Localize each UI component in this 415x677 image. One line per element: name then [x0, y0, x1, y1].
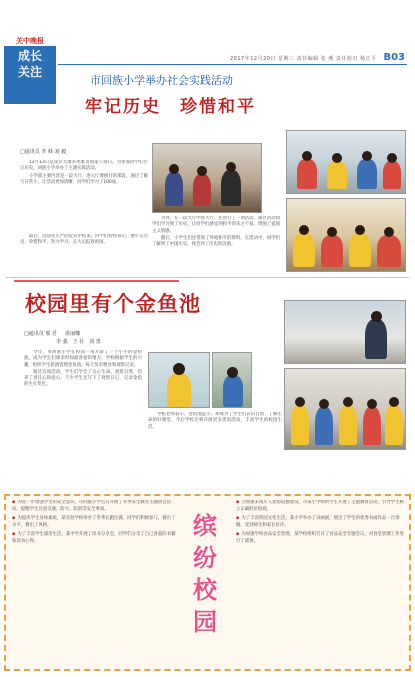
article2-paragraph: 今年，市回族小学在校园一角开辟了一个小小的金鱼池，成为学生们课余时间最喜爱的地方。学校根据学生的兴趣，组织学生轮流管理金鱼池，每天负责喂食和观察记录。 — [24, 350, 142, 368]
article2-photo-4 — [284, 368, 406, 450]
school-news-item: ◆ 为加强未成年人思想道德建设，市某小学组织学生开展了主题教育活动，引导学生树立正确的价值观。 — [236, 500, 404, 513]
school-news-item: ◆ 为了丰富学生课余生活，某中学开展了读书分享会，同学们分享了自己喜爱的书籍和读书心得。 — [12, 532, 176, 545]
school-news-right-column — [236, 500, 404, 666]
banner-char: 校 — [193, 576, 217, 604]
page-number: B03 — [383, 52, 405, 63]
article1-paragraph: 小学部主要内容是一段大厅，进大厅要展开的那段，通过了解与日常小，让活动更加清晰，同学们学习了100座。 — [20, 173, 148, 185]
article2-photo-1 — [148, 352, 210, 408]
banner-char: 园 — [193, 608, 217, 636]
section-title-line1: 成长 — [17, 49, 42, 63]
school-news-item: ◆ 为加强学校食品安全管理，某学校组织召开了食品安全专题会议，对食堂管理工作进行了部署。 — [236, 532, 404, 545]
article1-paragraph: 另外，在一段大厅中进大厅，还进行了一项活动，通过活动同学们学习到了历史。让同学们感受到和平的来之不易，增强了爱国主义情感。 — [152, 216, 280, 234]
article2-column-2 — [148, 412, 282, 490]
article2-byline-2: 李 强 王 社 刘 勇 — [56, 339, 101, 345]
article1-paragraph: 最后，活动在庄严的仪式中结束。同学们纷纷表示，要牢记历史、珍惜和平，努力学习，长大后报效祖国。 — [20, 234, 148, 246]
article2-byline-1: □通讯员 邢 君 席丽娜 — [24, 331, 81, 337]
article2-paragraph: 学校老师表示，金鱼池虽小，却成为了学生们认识自然、了解生命的好课堂。今后学校还将开展更多类似活动，丰富学生的校园生活。 — [148, 412, 282, 430]
article1-photo-2 — [286, 130, 406, 194]
date-line: 2017年12月20日 星期三 责任编辑 张 燕 责任校对 杨正平 — [230, 56, 377, 62]
article1-column-3 — [20, 234, 148, 270]
header-rule — [58, 64, 407, 65]
school-news-left-column — [12, 500, 176, 666]
article1-photo-3 — [286, 198, 406, 272]
article1-paragraph: 随后，小学生们还带领了外地和平的资料，在活动中，同学们了解到了中国历史，体会到了历史的沉重。 — [152, 235, 280, 248]
article2-paragraph: 通过这项活动，学生们学会了关心生命、观察自然，培养了责任心和爱心。不少学生还写下了观察日记，记录金鱼的生长变化。 — [24, 369, 142, 388]
article1-byline: □通讯员 李 韩 刘 毅 — [20, 149, 67, 155]
article1-paragraph: 12月13日是南京大屠杀死难者国家公祭日。为带领同学们牢记历史，回族小学举办了主题实践活动。 — [20, 160, 148, 172]
school-news-banner — [180, 510, 230, 638]
section-title-line2: 关注 — [17, 65, 42, 79]
banner-char: 纷 — [193, 544, 217, 572]
article1-headline: 牢记历史 珍惜和平 — [85, 97, 256, 117]
school-news-item: ◆ 为提高学生身体素质，某实验学校举办了冬季长跑比赛，同学们积极参与，赛出了水平，赛出了风格。 — [12, 516, 176, 529]
section-divider — [6, 277, 409, 278]
newspaper-logo: 关中晚报 — [4, 36, 56, 46]
section-title — [4, 48, 56, 80]
article2-photo-3 — [284, 300, 406, 364]
article1-column-2 — [152, 216, 280, 270]
banner-char: 缤 — [193, 512, 217, 540]
school-news-item: ◆ 为了丰富校园文化生活，某小学举办了书画展，展出了学生的优秀书画作品一百余幅，受到师生和家长好评。 — [236, 516, 404, 529]
school-news-item: ◆ 为进一步增强学生的安全意识，市回族小学近日开展了冬季安全教育主题班会活动，提醒学生注意交通、防火、防滑等安全事项。 — [12, 500, 176, 513]
article2-photo-2 — [212, 352, 252, 408]
article2-column-1 — [24, 350, 142, 488]
article1-subheadline: 市回族小学举办社会实践活动 — [90, 74, 233, 87]
article1-photo-1 — [152, 143, 262, 213]
article2-headline: 校园里有个金鱼池 — [25, 292, 201, 316]
